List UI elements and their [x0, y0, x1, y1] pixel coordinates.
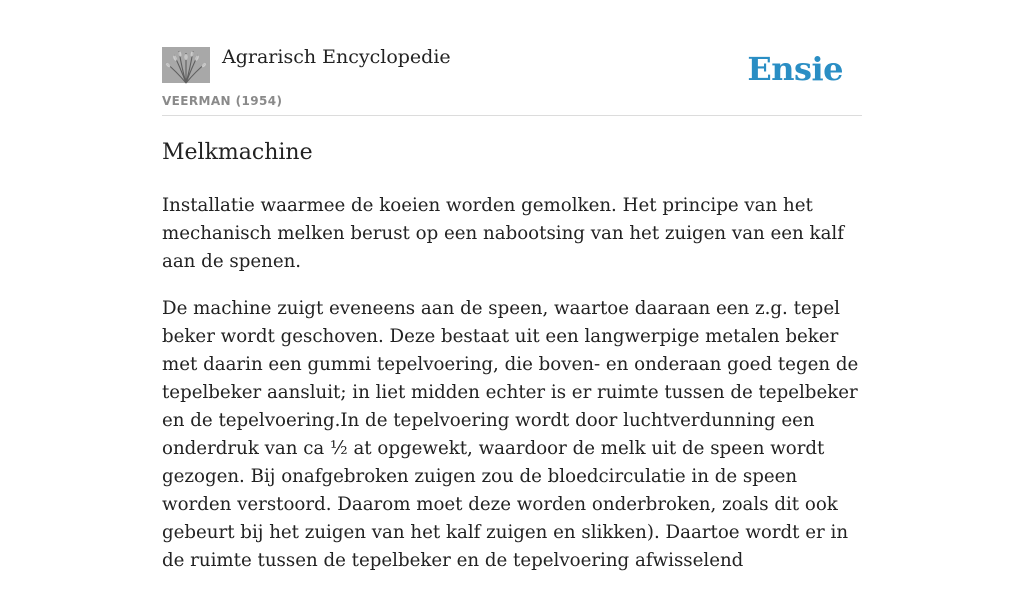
- publication-meta: VEERMAN (1954): [162, 94, 283, 108]
- article-paragraph: Installatie waarmee de koeien worden gemolken. Het principe van het mechanisch melken berust op een nabootsing van het zuigen van een kalf aan de spenen.: [162, 195, 844, 272]
- article-body: [162, 192, 862, 594]
- article-paragraph: De machine zuigt eveneens aan de speen, waartoe daaraan een z.g. tepel beker wordt geschoven. Deze bestaat uit een langwerpige metalen beker met daarin een gummi tepelvoering, die boven- en onderaan goed tegen de tepelbeker aansluit; in liet midden echter is er ruimte tussen de tepelbeker en de tepelvoering.In de tepelvoering wordt door luchtverdunning een onderdruk van ca ½ at opgewekt, waardoor de melk uit de speen wordt gezogen. Bij onafgebroken zuigen zou de bloedcirculatie in de speen worden verstoord. Daarom moet deze worden onderbroken, zoals dit ook gebeurt bij het zuigen van het kalf zuigen en slikken). Daartoe wordt er in de ruimte tussen de tepelbeker en de tepelvoering afwisselend: [162, 298, 859, 571]
- brand-logo[interactable]: Ensie: [747, 50, 843, 88]
- article-page: [162, 0, 862, 571]
- article-title: Melkmachine: [162, 140, 313, 165]
- publication-logo[interactable]: [162, 47, 210, 83]
- article-header: [162, 0, 862, 116]
- wheat-icon: [162, 47, 210, 83]
- publication-name[interactable]: Agrarisch Encyclopedie: [222, 46, 451, 68]
